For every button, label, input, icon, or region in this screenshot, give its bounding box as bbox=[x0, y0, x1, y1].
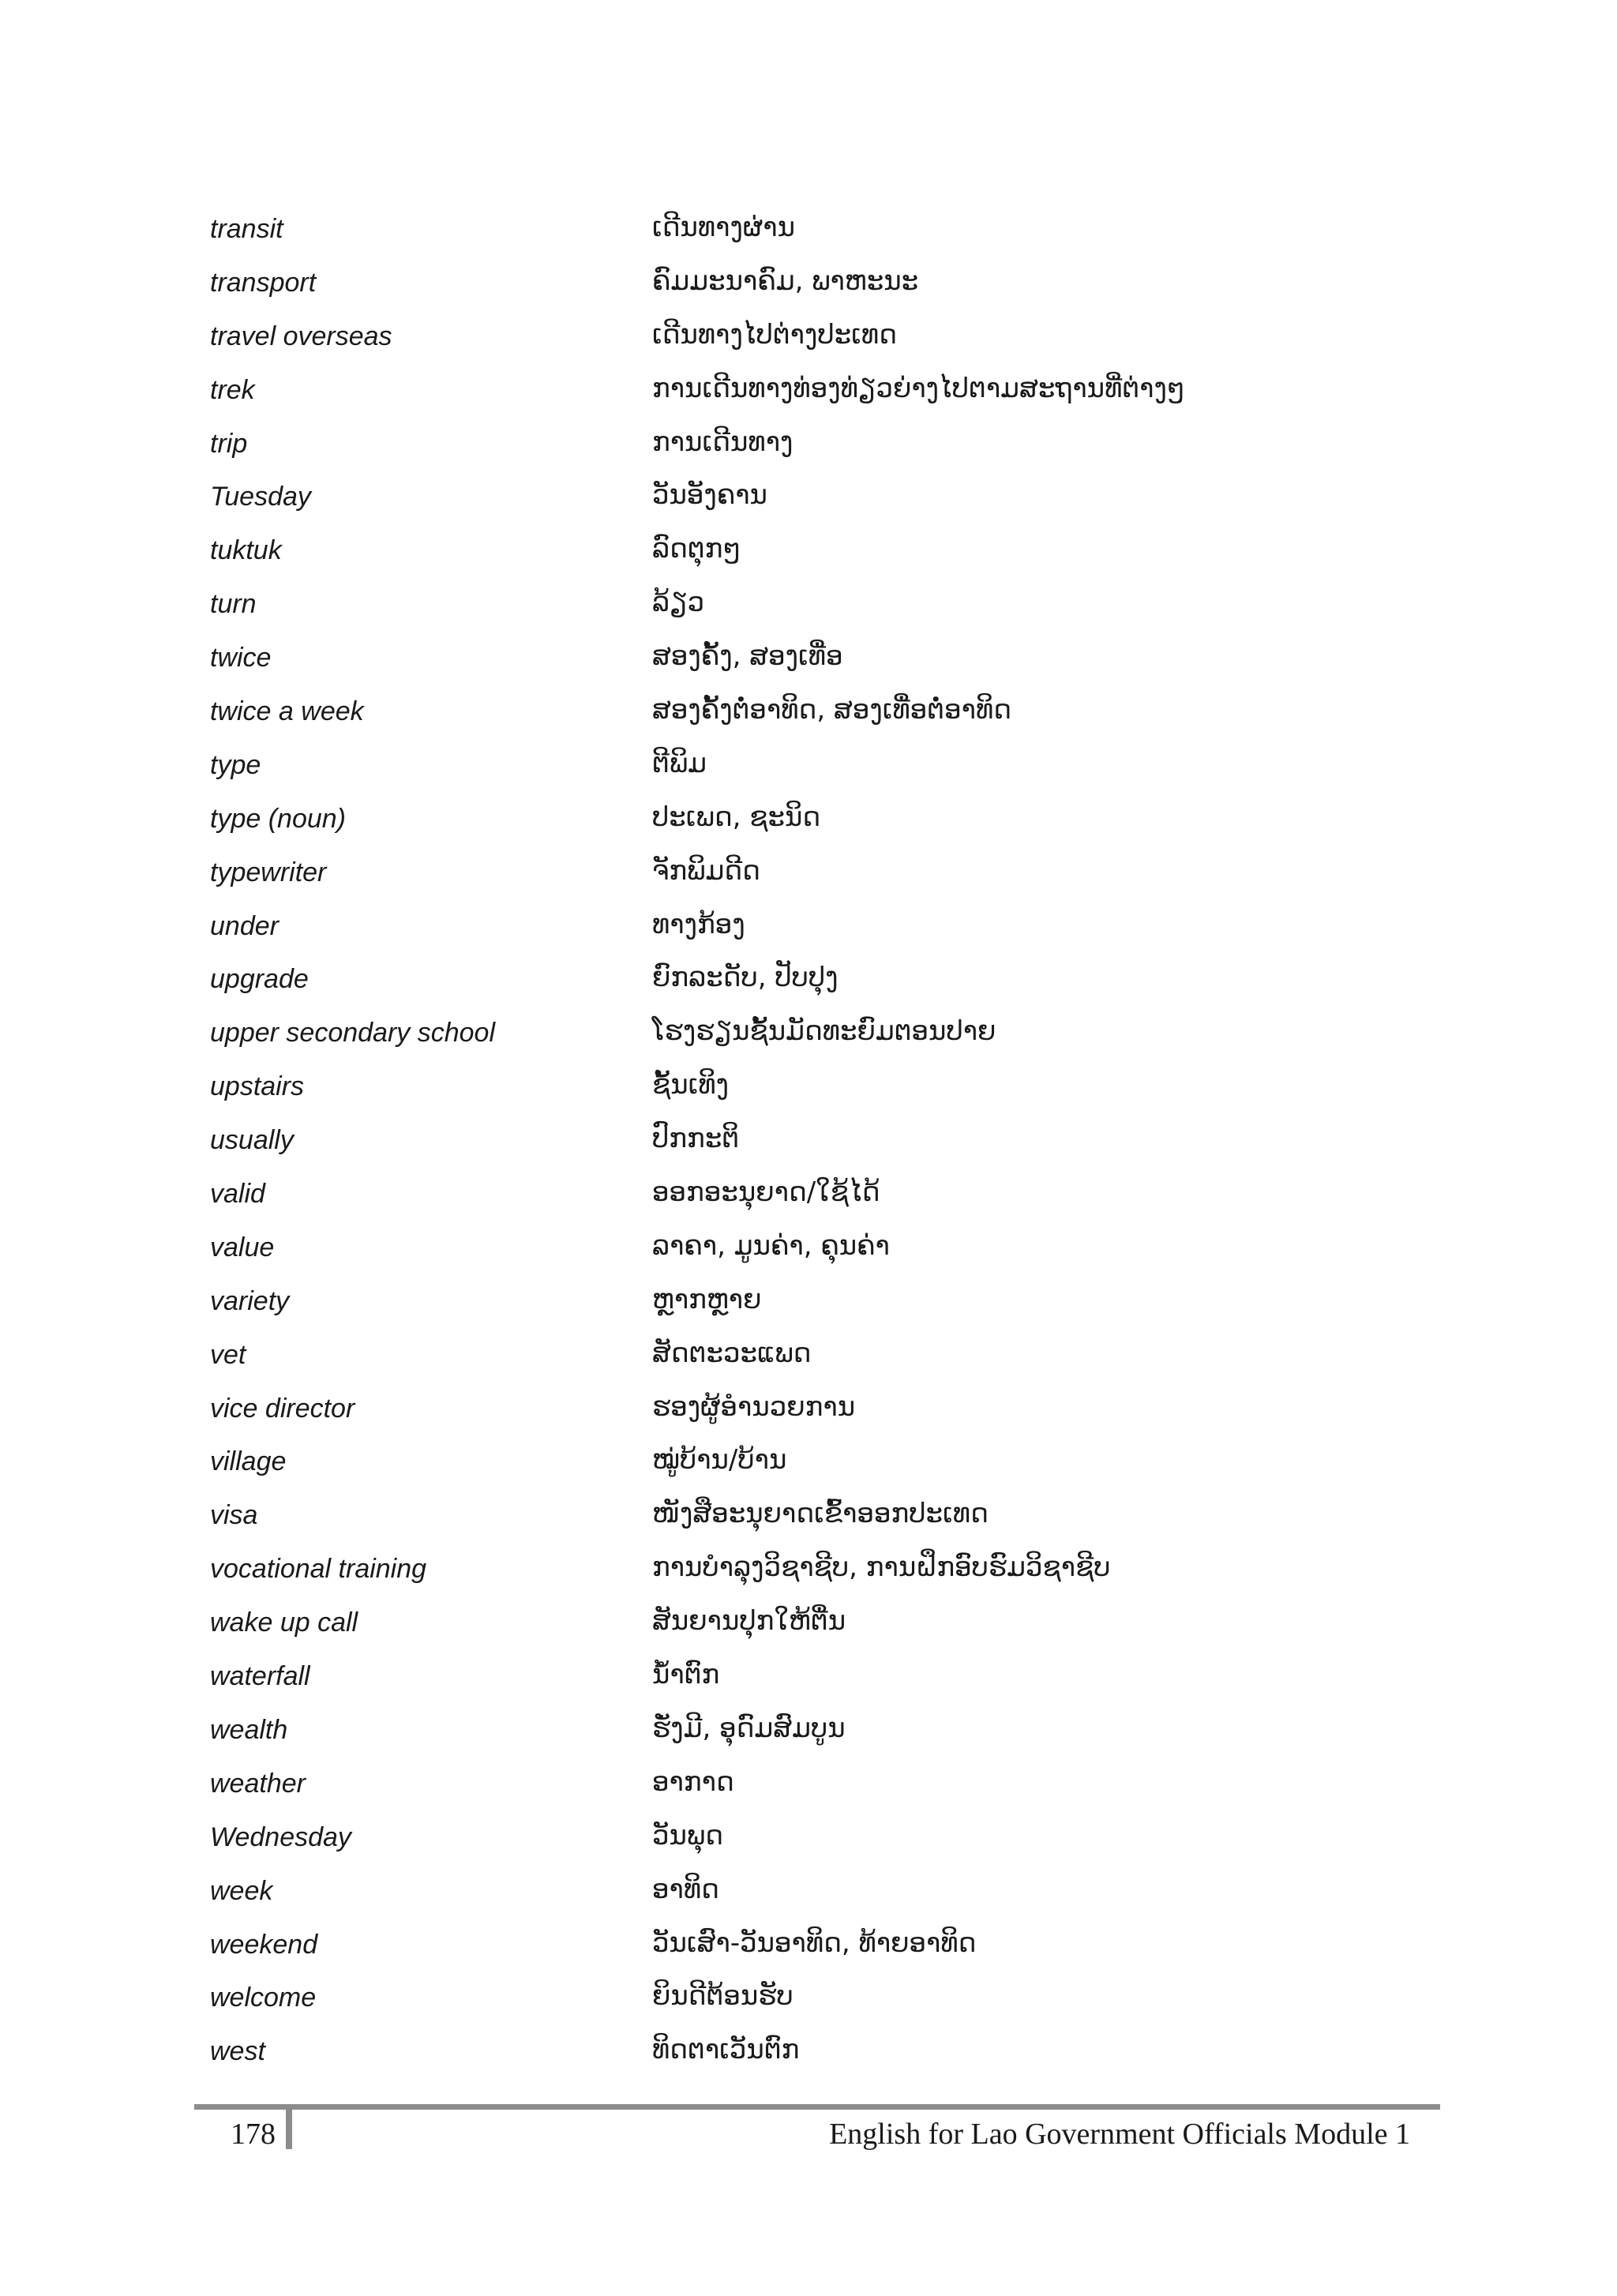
glossary-entry bbox=[0, 373, 1617, 426]
entry-term: twice bbox=[210, 643, 272, 673]
entry-term: trek bbox=[210, 374, 255, 405]
entry-translation: ຍິນດີຕ້ອນຮັບ bbox=[652, 1980, 793, 2013]
entry-term: trip bbox=[210, 428, 248, 459]
glossary-entry bbox=[0, 801, 1617, 855]
glossary-entry bbox=[0, 1230, 1617, 1284]
entry-translation: ນໍ້າຕົກ bbox=[652, 1659, 720, 1691]
glossary-entry bbox=[0, 1123, 1617, 1176]
glossary-entry bbox=[0, 1713, 1617, 1766]
entry-translation: ການບໍາລຸງວິຊາຊີບ, ການຝຶກອົບຮົມວິຊາຊີບ bbox=[652, 1551, 1111, 1584]
entry-term: turn bbox=[210, 589, 257, 620]
entry-translation: ສອງຄັ້ງ, ສອງເທື່ອ bbox=[652, 640, 843, 673]
glossary-entry bbox=[0, 426, 1617, 480]
entry-translation: ຄົມມະນາຄົມ, ພາຫະນະ bbox=[652, 264, 919, 297]
glossary-entry bbox=[0, 1980, 1617, 2034]
glossary-entry bbox=[0, 1874, 1617, 1927]
glossary-entry bbox=[0, 319, 1617, 373]
entry-translation: ໜັງສືອະນຸຍາດເຂົ້າອອກປະເທດ bbox=[652, 1498, 989, 1530]
page-footer bbox=[194, 2104, 1440, 2167]
entry-translation: ຮອງຜູ້ອໍານວຍການ bbox=[652, 1390, 856, 1423]
entry-translation: ສັດຕະວະແພດ bbox=[652, 1337, 812, 1369]
entry-translation: ສັນຍານປຸກໃຫ້ຕື່ນ bbox=[652, 1605, 846, 1638]
glossary-entry bbox=[0, 1498, 1617, 1551]
entry-translation: ໝູ່ບ້ານ/ບ້ານ bbox=[652, 1444, 787, 1476]
glossary-entry bbox=[0, 1284, 1617, 1337]
entry-term: welcome bbox=[210, 1983, 317, 2013]
entry-translation: ເດີນທາງໄປຕ່າງປະເທດ bbox=[652, 318, 897, 351]
entry-translation: ຈັກພິມດີດ bbox=[652, 854, 760, 887]
entry-translation: ຊັ້ນເທິງ bbox=[652, 1069, 730, 1101]
glossary-entry bbox=[0, 855, 1617, 909]
entry-translation: ທາງກ້ອງ bbox=[652, 908, 745, 940]
glossary-entry bbox=[0, 1444, 1617, 1498]
glossary-entry bbox=[0, 962, 1617, 1015]
entry-term: weekend bbox=[210, 1929, 318, 1960]
entry-term: under bbox=[210, 910, 279, 941]
entry-term: vocational training bbox=[210, 1554, 427, 1585]
entry-translation: ການເດີນທາງທ່ອງທ່ຽວຍ່າງໄປຕາມສະຖານທີ່ຕ່າງໆ bbox=[652, 372, 1185, 404]
glossary-entry bbox=[0, 265, 1617, 319]
entry-translation: ຕີພິມ bbox=[652, 747, 707, 779]
entry-translation: ລາຄາ, ມູນຄ່າ, ຄຸນຄ່າ bbox=[652, 1229, 890, 1262]
entry-term: travel overseas bbox=[210, 321, 392, 351]
entry-translation: ໂຮງຮຽນຊັ້ນມັດທະຍົມຕອນປາຍ bbox=[652, 1015, 996, 1048]
entry-translation: ປະເພດ, ຊະນິດ bbox=[652, 801, 821, 833]
entry-term: valid bbox=[210, 1179, 265, 1210]
entry-term: wake up call bbox=[210, 1608, 358, 1638]
footer-rule bbox=[194, 2104, 1440, 2110]
entry-term: wealth bbox=[210, 1714, 288, 1745]
entry-term: Wednesday bbox=[210, 1821, 351, 1852]
entry-term: transit bbox=[210, 214, 283, 244]
glossary-entry bbox=[0, 640, 1617, 694]
glossary-entry bbox=[0, 212, 1617, 265]
glossary-entry bbox=[0, 694, 1617, 748]
entry-term: weather bbox=[210, 1768, 306, 1799]
entry-translation: ສອງຄັ້ງຕໍ່ອາທິດ, ສອງເທື່ອຕໍ່ອາທິດ bbox=[652, 694, 1011, 726]
entry-translation: ອາກາດ bbox=[652, 1765, 734, 1798]
entry-term: week bbox=[210, 1875, 273, 1906]
entry-translation: ວັນອັງຄານ bbox=[652, 479, 767, 512]
entry-term: vet bbox=[210, 1339, 246, 1370]
glossary-list bbox=[0, 212, 1617, 2088]
entry-translation: ວັນເສົາ-ວັນອາທິດ, ທ້າຍອາທິດ bbox=[652, 1926, 977, 1959]
glossary-entry bbox=[0, 748, 1617, 801]
glossary-entry bbox=[0, 2034, 1617, 2088]
entry-term: visa bbox=[210, 1500, 258, 1531]
entry-translation: ການເດີນທາງ bbox=[652, 426, 793, 458]
entry-term: vice director bbox=[210, 1393, 355, 1424]
glossary-entry bbox=[0, 479, 1617, 533]
entry-term: tuktuk bbox=[210, 535, 282, 566]
glossary-entry bbox=[0, 1820, 1617, 1874]
glossary-entry bbox=[0, 1551, 1617, 1605]
entry-translation: ຍົກລະດັບ, ປັບປຸງ bbox=[652, 962, 839, 994]
entry-term: typewriter bbox=[210, 857, 327, 887]
entry-term: waterfall bbox=[210, 1661, 310, 1692]
entry-translation: ວັນພຸດ bbox=[652, 1819, 723, 1851]
entry-term: village bbox=[210, 1446, 287, 1477]
entry-term: Tuesday bbox=[210, 482, 311, 512]
entry-term: usually bbox=[210, 1125, 294, 1156]
entry-term: type (noun) bbox=[210, 803, 346, 834]
entry-term: upper secondary school bbox=[210, 1018, 496, 1049]
glossary-entry bbox=[0, 1766, 1617, 1820]
glossary-entry bbox=[0, 1069, 1617, 1123]
glossary-entry bbox=[0, 1015, 1617, 1069]
entry-translation: ຫຼາກຫຼາຍ bbox=[652, 1283, 762, 1315]
glossary-entry bbox=[0, 1659, 1617, 1713]
entry-translation: ປົກກະຕິ bbox=[652, 1123, 740, 1155]
glossary-entry bbox=[0, 587, 1617, 640]
entry-translation: ຮັ່ງມີ, ອຸດົມສົມບູນ bbox=[652, 1712, 846, 1744]
entry-term: variety bbox=[210, 1285, 290, 1316]
running-title: English for Lao Government Officials Module 1 bbox=[829, 2118, 1410, 2151]
entry-translation: ອາທິດ bbox=[652, 1873, 719, 1905]
entry-term: upgrade bbox=[210, 964, 309, 995]
entry-translation: ທິດຕາເວັນຕົກ bbox=[652, 2034, 800, 2066]
glossary-entry bbox=[0, 909, 1617, 962]
glossary-entry bbox=[0, 1605, 1617, 1659]
entry-translation: ເດີນທາງຜ່ານ bbox=[652, 212, 795, 243]
entry-translation: ອອກອະນຸຍາດ/ໃຊ້ໄດ້ bbox=[652, 1176, 880, 1209]
entry-term: upstairs bbox=[210, 1071, 305, 1102]
entry-translation: ລ້ຽວ bbox=[652, 587, 705, 619]
entry-term: west bbox=[210, 2036, 265, 2067]
entry-term: type bbox=[210, 749, 261, 780]
glossary-entry bbox=[0, 1927, 1617, 1981]
entry-term: twice a week bbox=[210, 696, 364, 727]
entry-term: transport bbox=[210, 267, 317, 298]
glossary-entry bbox=[0, 1391, 1617, 1445]
glossary-entry bbox=[0, 1337, 1617, 1391]
glossary-entry bbox=[0, 533, 1617, 587]
page-number: 178 bbox=[231, 2118, 276, 2151]
entry-translation: ລົດຕຸກໆ bbox=[652, 533, 741, 565]
entry-term: value bbox=[210, 1232, 275, 1262]
glossary-entry bbox=[0, 1176, 1617, 1230]
footer-divider bbox=[286, 2110, 292, 2149]
